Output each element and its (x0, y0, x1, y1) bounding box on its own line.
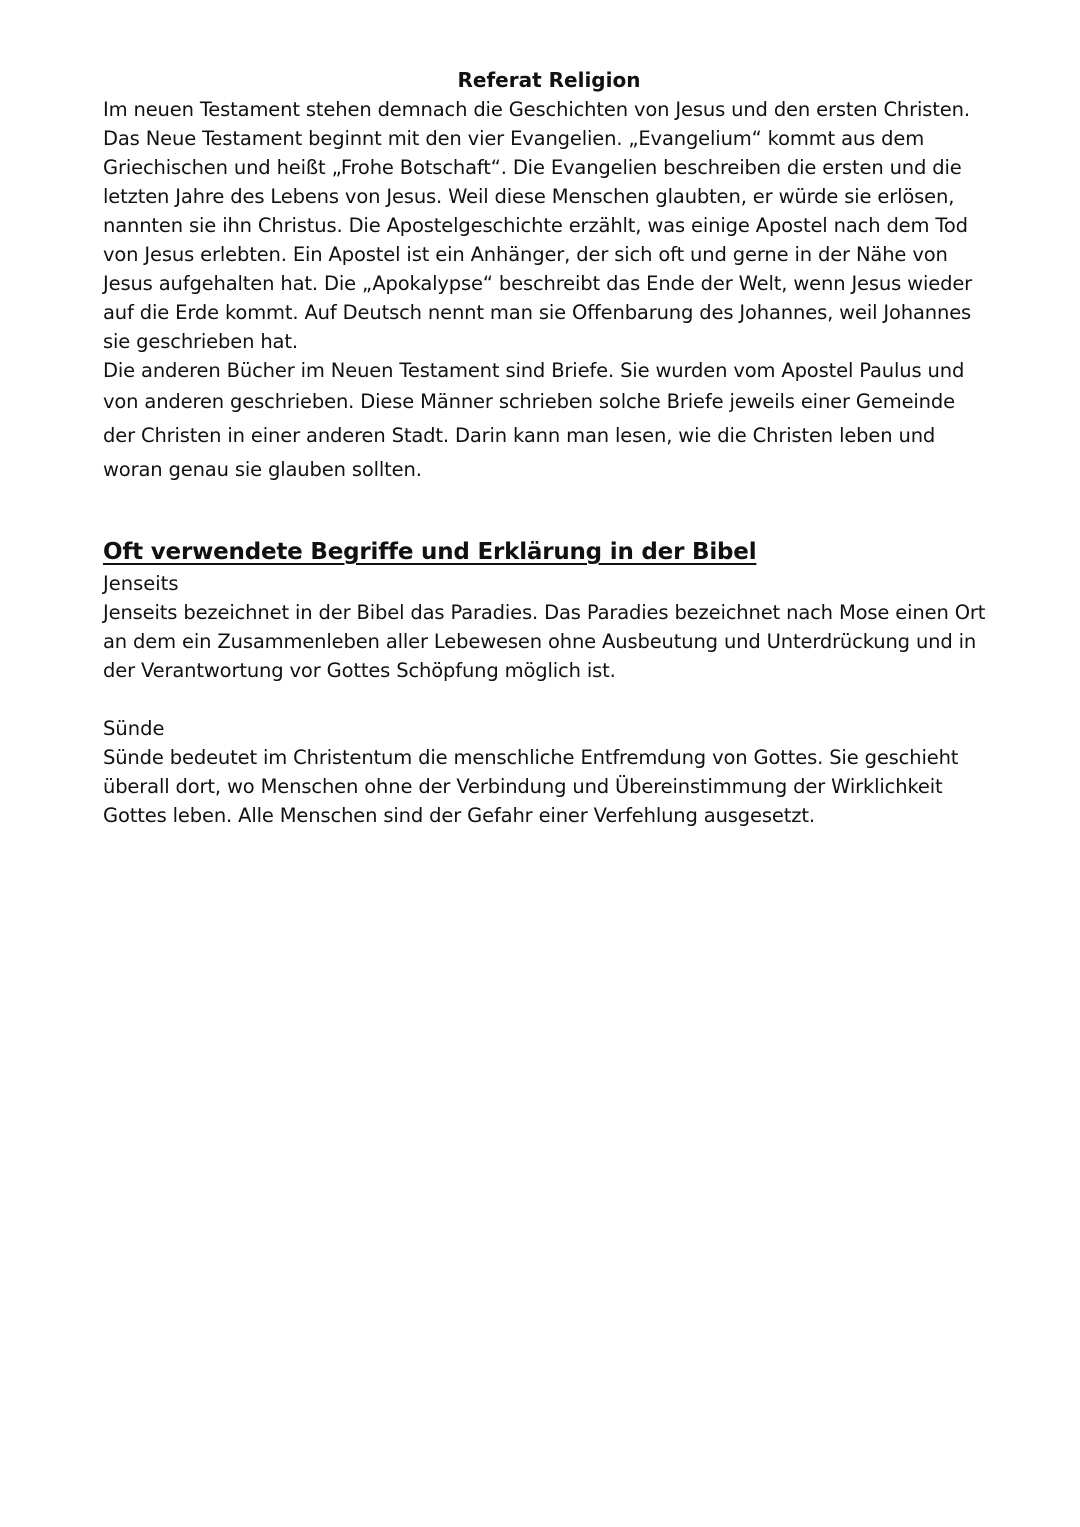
text-line: von anderen geschrieben. Diese Männer schrieben solche Briefe jeweils einer Gemeinde (103, 390, 955, 413)
text-line: letzten Jahre des Lebens von Jesus. Weil diese Menschen glaubten, er würde sie erlösen, (103, 185, 955, 208)
text-line: von Jesus erlebten. Ein Apostel ist ein Anhänger, der sich oft und gerne in der Nähe von (103, 243, 948, 266)
text-line: sie geschrieben hat. (103, 330, 298, 353)
text-line: der Christen in einer anderen Stadt. Darin kann man lesen, wie die Christen leben und (103, 424, 936, 447)
text-line: auf die Erde kommt. Auf Deutsch nennt man sie Offenbarung des Johannes, weil Johannes (103, 301, 972, 324)
text-line: Jenseits bezeichnet in der Bibel das Paradies. Das Paradies bezeichnet nach Mose einen Ort (103, 601, 986, 624)
text-line: Griechischen und heißt „Frohe Botschaft“. Die Evangelien beschreiben die ersten und die (103, 156, 962, 179)
text-line: Jesus aufgehalten hat. Die „Apokalypse“ beschreibt das Ende der Welt, wenn Jesus wieder (103, 272, 973, 295)
text-line: Sünde bedeutet im Christentum die menschliche Entfremdung von Gottes. Sie geschieht (103, 746, 959, 769)
text-line: Das Neue Testament beginnt mit den vier Evangelien. „Evangelium“ kommt aus dem (103, 127, 925, 150)
intro-paragraph (103, 95, 983, 385)
text-line: der Verantwortung vor Gottes Schöpfung möglich ist. (103, 659, 616, 682)
term-title: Jenseits (103, 572, 179, 595)
text-line: Im neuen Testament stehen demnach die Geschichten von Jesus und den ersten Christen. (103, 98, 970, 121)
text-line: an dem ein Zusammenleben aller Lebewesen ohne Ausbeutung und Unterdrückung und in (103, 630, 977, 653)
term-title: Sünde (103, 717, 165, 740)
text-line: woran genau sie glauben sollten. (103, 458, 422, 481)
text-line: überall dort, wo Menschen ohne der Verbindung und Übereinstimmung der Wirklichkeit (103, 775, 943, 798)
document-content (103, 66, 986, 830)
term-block-suende (103, 714, 983, 830)
term-definition (103, 598, 986, 685)
letters-paragraph (103, 385, 983, 487)
text-line: nannten sie ihn Christus. Die Apostelgeschichte erzählt, was einige Apostel nach dem Tod (103, 214, 968, 237)
text-line: Die anderen Bücher im Neuen Testament sind Briefe. Sie wurden vom Apostel Paulus und (103, 359, 965, 382)
document-title: Referat Religion (457, 68, 641, 92)
term-block-jenseits (103, 569, 986, 685)
text-line: Gottes leben. Alle Menschen sind der Gefahr einer Verfehlung ausgesetzt. (103, 804, 815, 827)
section-heading: Oft verwendete Begriffe und Erklärung in der Bibel (103, 539, 757, 565)
term-definition (103, 743, 983, 830)
